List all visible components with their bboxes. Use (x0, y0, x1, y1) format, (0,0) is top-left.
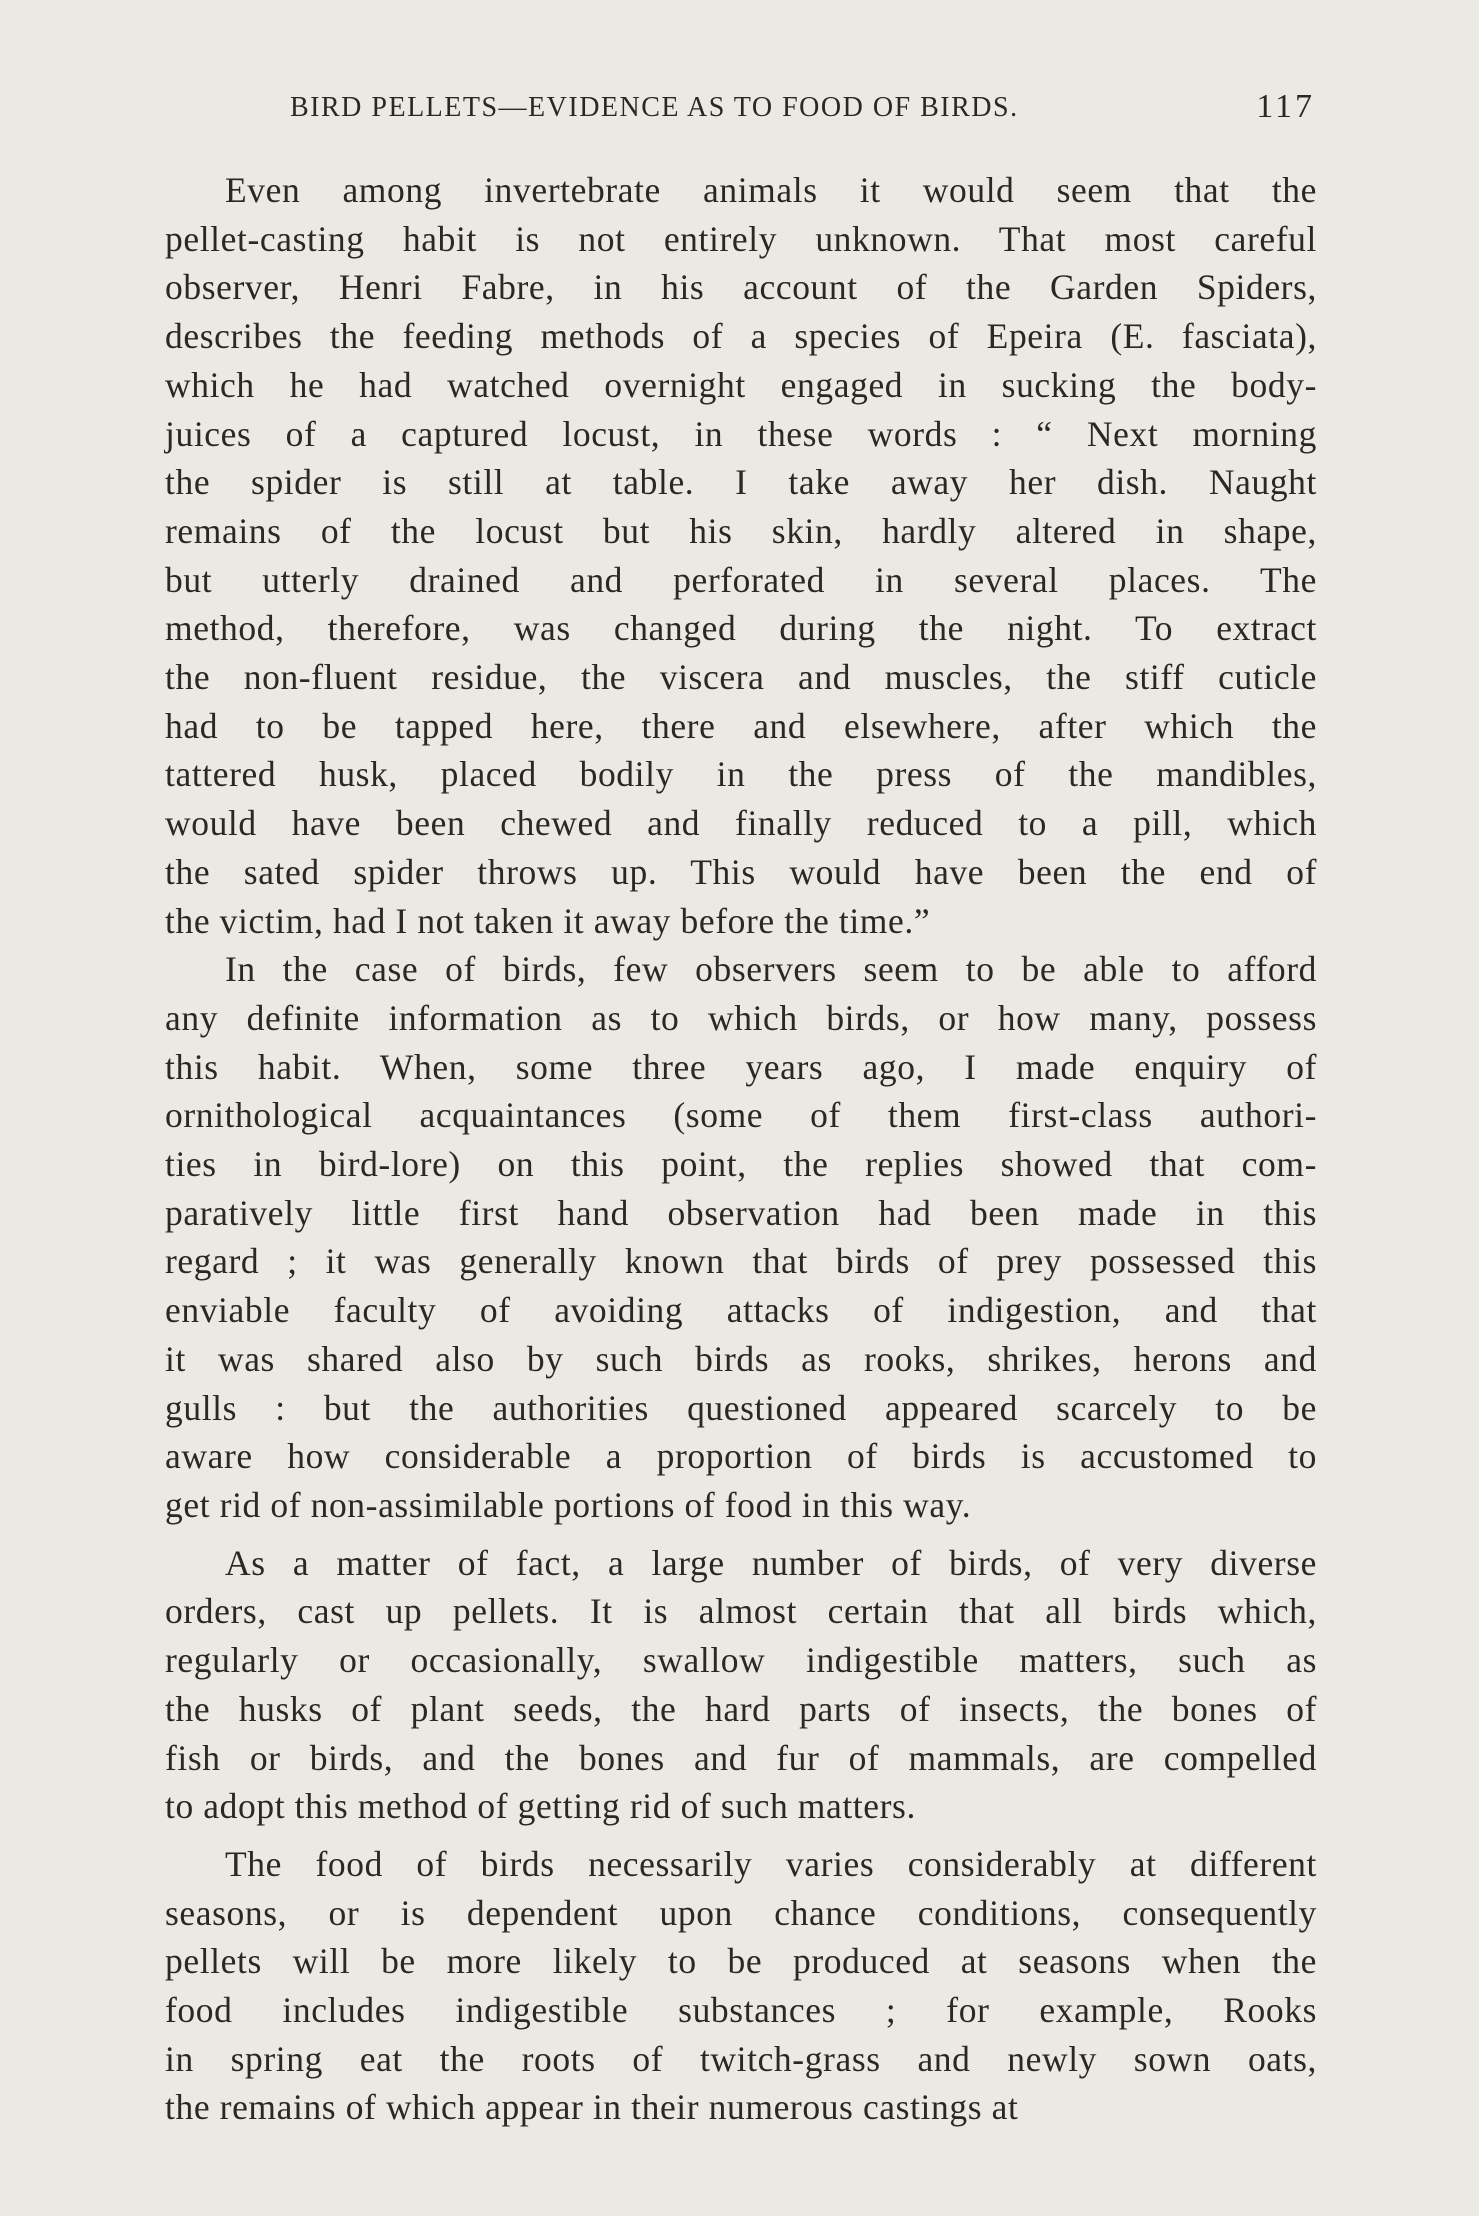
paragraph (165, 1539, 1317, 1831)
text-line: pellet-casting habit is not entirely unknown. That most careful (165, 218, 1317, 259)
text-line: but utterly drained and perforated in several places. The (165, 559, 1317, 600)
body-text (165, 166, 1317, 2132)
text-line: regard ; it was generally known that birds of prey possessed this (165, 1241, 1317, 1282)
text-line: fish or birds, and the bones and fur of mammals, are compelled (165, 1737, 1317, 1778)
text-line: regularly or occasionally, swallow indigestible matters, such as (165, 1640, 1317, 1681)
text-line: tattered husk, placed bodily in the press of the mandibles, (165, 754, 1317, 795)
text-line: orders, cast up pellets. It is almost certain that all birds which, (165, 1591, 1317, 1632)
text-line: The food of birds necessarily varies considerably at different (225, 1843, 1317, 1884)
running-title: BIRD PELLETS—EVIDENCE AS TO FOOD OF BIRDS. (290, 92, 1019, 123)
text-line: remains of the locust but his skin, hardly altered in shape, (165, 510, 1317, 551)
text-line: describes the feeding methods of a species of Epeira (E. fasciata), (165, 316, 1317, 357)
text-line: ornithological acquaintances (some of them first-class authori- (165, 1095, 1317, 1136)
text-line: observer, Henri Fabre, in his account of the Garden Spiders, (165, 267, 1317, 308)
text-line: paratively little first hand observation had been made in this (165, 1192, 1317, 1233)
text-line: get rid of non-assimilable portions of food in this way. (165, 1484, 972, 1525)
text-line: food includes indigestible substances ; for example, Rooks (165, 1990, 1317, 2031)
text-line: method, therefore, was changed during the night. To extract (165, 608, 1317, 649)
text-line: Even among invertebrate animals it would seem that the (225, 170, 1317, 210)
text-line: enviable faculty of avoiding attacks of indigestion, and that (165, 1290, 1317, 1331)
text-line: gulls : but the authorities questioned appeared scarcely to be (165, 1387, 1317, 1428)
text-line: had to be tapped here, there and elsewhere, after which the (165, 705, 1317, 746)
text-line: any definite information as to which birds, or how many, possess (165, 997, 1317, 1038)
text-line: the victim, had I not taken it away before the time.” (165, 900, 931, 941)
text-line: the sated spider throws up. This would have been the end of (165, 851, 1317, 892)
text-line: ties in bird-lore) on this point, the replies showed that com- (165, 1144, 1317, 1185)
text-line: this habit. When, some three years ago, I made enquiry of (165, 1046, 1317, 1087)
text-line: in spring eat the roots of twitch-grass and newly sown oats, (165, 2038, 1317, 2079)
paragraph (165, 1840, 1317, 2132)
text-line: the husks of plant seeds, the hard parts of insects, the bones of (165, 1688, 1317, 1729)
running-head (290, 88, 1315, 132)
paragraph (165, 166, 1317, 945)
text-line: the non-fluent residue, the viscera and muscles, the stiff cuticle (165, 657, 1317, 698)
text-line: the spider is still at table. I take away her dish. Naught (165, 462, 1317, 503)
text-line: juices of a captured locust, in these words : “ Next morning (165, 413, 1317, 454)
text-line: to adopt this method of getting rid of such matters. (165, 1786, 916, 1827)
text-line: would have been chewed and finally reduced to a pill, which (165, 803, 1317, 844)
text-line: In the case of birds, few observers seem to be able to afford (225, 949, 1317, 990)
paragraph (165, 945, 1317, 1529)
text-line: it was shared also by such birds as rooks, shrikes, herons and (165, 1338, 1317, 1379)
text-line: seasons, or is dependent upon chance conditions, consequently (165, 1892, 1317, 1933)
page-number: 117 (1256, 88, 1315, 125)
text-line: which he had watched overnight engaged in sucking the body- (165, 364, 1317, 405)
text-line: the remains of which appear in their numerous castings at (165, 2087, 1019, 2128)
text-line: pellets will be more likely to be produced at seasons when the (165, 1941, 1317, 1982)
text-line: aware how considerable a proportion of birds is accustomed to (165, 1436, 1317, 1477)
text-line: As a matter of fact, a large number of birds, of very diverse (225, 1542, 1317, 1583)
